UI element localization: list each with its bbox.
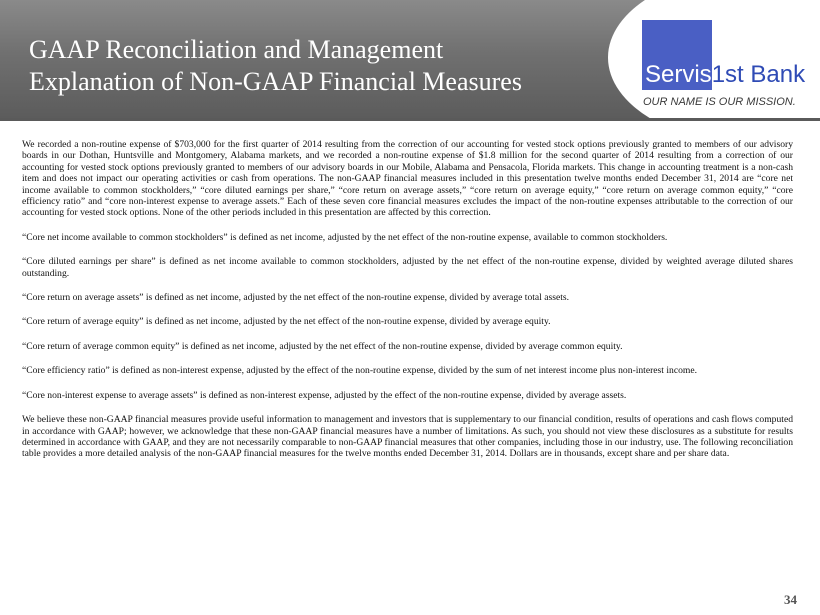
paragraph-core-roaa: “Core return on average assets” is defined as net income, adjusted by the net effect of the non-routine expense, divided by average total assets.	[22, 292, 570, 304]
paragraph-core-diluted-eps: “Core diluted earnings per share” is defined as net income available to common stockholders, adjusted by the net effect of the non-routine expense, divided by weighted average diluted shares outstanding.	[22, 256, 793, 279]
header-divider	[0, 118, 820, 121]
page-number: 34	[784, 592, 797, 607]
slide-title	[29, 34, 609, 98]
slide-title-line-2: Explanation of Non-GAAP Financial Measures	[29, 67, 522, 96]
paragraph-core-roae: “Core return of average equity” is defined as net income, adjusted by the net effect of the non-routine expense, divided by average equity.	[22, 316, 551, 328]
slide-title-line-1: GAAP Reconciliation and Management	[29, 35, 444, 64]
paragraph-core-efficiency-ratio: “Core efficiency ratio” is defined as non-interest expense, adjusted by the effect of the non-routine expense, divided by the sum of net interest income plus non-interest income.	[22, 365, 697, 377]
paragraph-core-roace: “Core return of average common equity” is defined as net income, adjusted by the net effect of the non-routine expense, divided by average common equity.	[22, 340, 623, 352]
logo-name-part-1: Servis	[645, 61, 712, 88]
paragraph-disclaimer: We believe these non-GAAP financial measures provide useful information to management and investors that is supplementary to our financial condition, results of operations and cash flows computed in accordance with GAAP; however, we acknowledge that these non-GAAP financial measures have a number of limitations. As such, you should not view these disclosures as a substitute for results determined in accordance with GAAP, and they are not necessarily comparable to non-GAAP financial measures that other companies, including those in our industry, use. The following reconciliation table provides a more detailed analysis of the non-GAAP financial measures for the twelve months ended December 31, 2014. Dollars are in thousands, except share and per share data.	[22, 414, 793, 460]
paragraph-core-nie-to-assets: “Core non-interest expense to average assets” is defined as non-interest expense, adjusted by the effect of the non-routine expense, divided by average assets.	[22, 389, 627, 401]
paragraph-intro: We recorded a non-routine expense of $703,000 for the first quarter of 2014 resulting from the correction of our accounting for vested stock options previously granted to members of our advisory boards in our Dothan, Huntsville and Montgomery, Alabama markets, and we recorded a non-routine expense of $1.8 million for the second quarter of 2014 resulting from a correction of our accounting for vested stock options previously granted to members of our advisory boards in our Mobile, Alabama and Pensacola, Florida markets. This change in accounting treatment is a non-cash item and does not impact our operating activities or cash from operations. The non-GAAP financial measures included in this presentation twelve months ended December 31, 2014 are “core net income available to common stockholders,” “core diluted earnings per share,” “core return on average assets,” “core return on average equity,” “core return on average common equity,” “core efficiency ratio” and “core non-interest expense to average assets.” Each of these seven core financial measures excludes the impact of the non-routine expenses attributable to the correction of our accounting for vested stock options. None of the other periods included in this presentation are affected by this correction.	[22, 139, 793, 219]
paragraph-core-net-income: “Core net income available to common stockholders” is defined as net income, adjusted by the net effect of the non-routine expense, available to common stockholders.	[22, 231, 668, 243]
bank-logo	[645, 60, 805, 90]
slide-header	[0, 0, 820, 118]
logo-tagline: OUR NAME IS OUR MISSION.	[643, 96, 796, 108]
body-text	[22, 139, 793, 473]
logo-name-part-2: 1st Bank	[711, 61, 806, 88]
